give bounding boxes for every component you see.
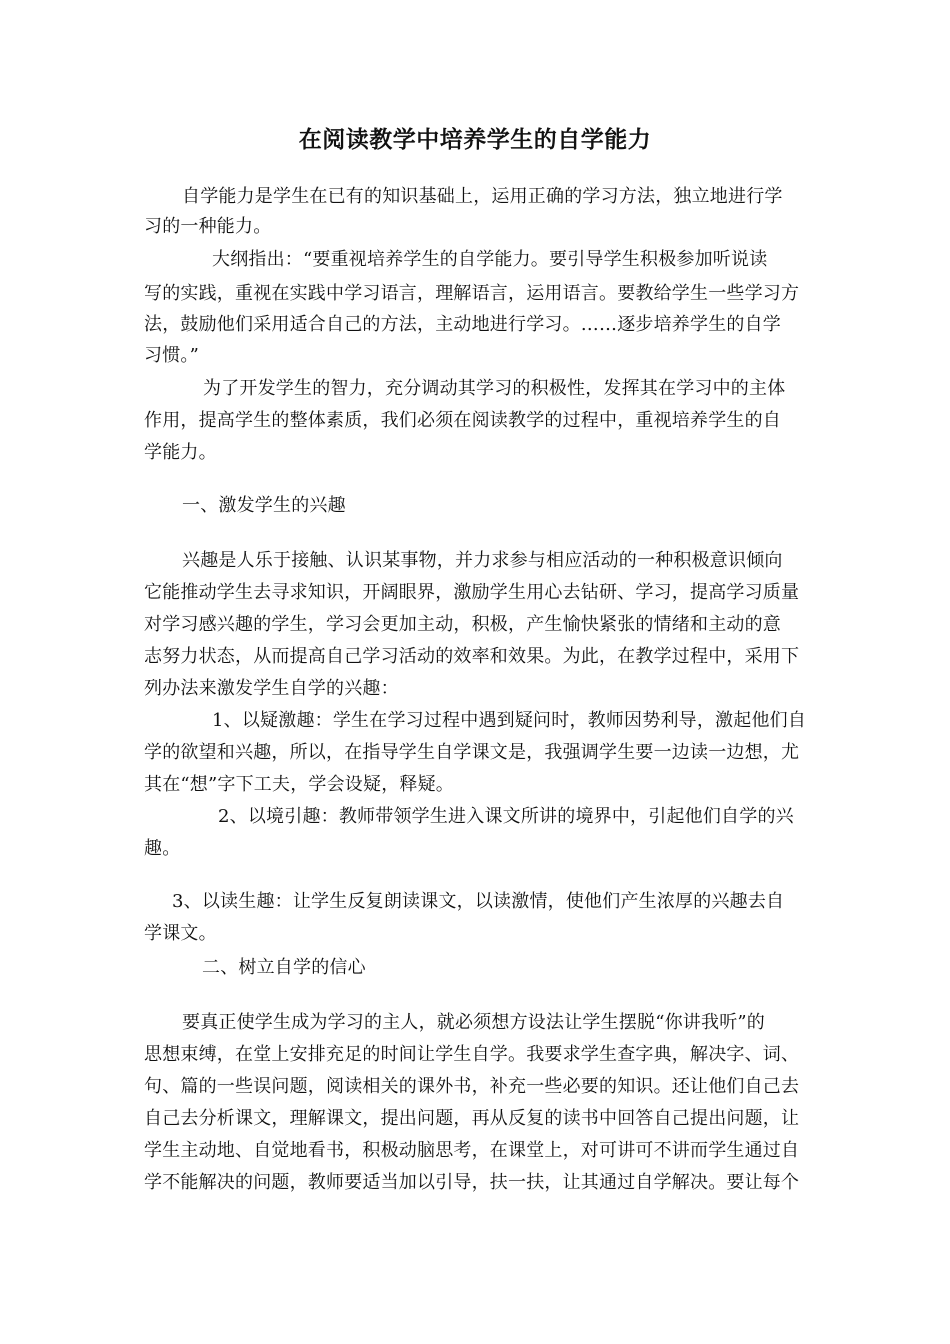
paragraph-purpose-line: 为了开发学生的智力，充分调动其学习的积极性，发挥其在学习中的主体 bbox=[203, 378, 786, 399]
paragraph-purpose-line: 学能力。 bbox=[144, 442, 217, 463]
paragraph-confidence-line: 要真正使学生成为学习的主人，就必须想方设法让学生摆脱“你讲我听”的 bbox=[182, 1012, 766, 1033]
section-heading-confidence: 二、树立自学的信心 bbox=[202, 957, 366, 978]
section-heading-interest: 一、激发学生的兴趣 bbox=[182, 495, 346, 516]
list-item-reading-line: 学课文。 bbox=[144, 923, 217, 944]
paragraph-purpose-line: 作用，提高学生的整体素质，我们必须在阅读教学的过程中，重视培养学生的自 bbox=[144, 410, 781, 431]
paragraph-syllabus-line: 写的实践，重视在实践中学习语言，理解语言，运用语言。要教给学生一些学习方 bbox=[144, 283, 800, 304]
paragraph-interest-line: 它能推动学生去寻求知识，开阔眼界，激励学生用心去钻研、学习，提高学习质量 bbox=[144, 582, 800, 603]
paragraph-syllabus-line: 法，鼓励他们采用适合自己的方法，主动地进行学习。……逐步培养学生的自学 bbox=[144, 314, 781, 335]
paragraph-interest-line: 志努力状态，从而提高自己学习活动的效率和效果。为此，在教学过程中，采用下 bbox=[144, 646, 800, 667]
paragraph-syllabus-line: 大纲指出：“要重视培养学生的自学能力。要引导学生积极参加听说读 bbox=[212, 249, 768, 270]
paragraph-intro-line: 习的一种能力。 bbox=[144, 216, 272, 237]
list-item-doubt-line: 1、以疑激趣：学生在学习过程中遇到疑问时，教师因势利导，激起他们自 bbox=[212, 710, 807, 731]
paragraph-confidence-line: 自己去分析课文，理解课文，提出问题，再从反复的读书中回答自己提出问题，让 bbox=[144, 1108, 800, 1129]
paragraph-intro-line: 自学能力是学生在已有的知识基础上，运用正确的学习方法，独立地进行学 bbox=[182, 186, 783, 207]
paragraph-confidence-line: 学生主动地、自觉地看书，积极动脑思考，在课堂上，对可讲可不讲而学生通过自 bbox=[144, 1140, 800, 1161]
paragraph-confidence-line: 学不能解决的问题，教师要适当加以引导，扶一扶，让其通过自学解决。要让每个 bbox=[144, 1172, 800, 1193]
document-title: 在阅读教学中培养学生的自学能力 bbox=[298, 127, 652, 153]
paragraph-confidence-line: 思想束缚，在堂上安排充足的时间让学生自学。我要求学生查字典，解决字、词、 bbox=[144, 1044, 800, 1065]
paragraph-interest-line: 兴趣是人乐于接触、认识某事物，并力求参与相应活动的一种积极意识倾向 bbox=[182, 550, 783, 571]
list-item-doubt-line: 学的欲望和兴趣，所以，在指导学生自学课文是，我强调学生要一边读一边想，尤 bbox=[144, 742, 800, 763]
list-item-reading-line: 3、以读生趣：让学生反复朗读课文，以读激情，使他们产生浓厚的兴趣去自 bbox=[172, 891, 785, 912]
paragraph-interest-line: 对学习感兴趣的学生，学习会更加主动，积极，产生愉快紧张的情绪和主动的意 bbox=[144, 614, 781, 635]
paragraph-confidence-line: 句、篇的一些误问题，阅读相关的课外书，补充一些必要的知识。还让他们自己去 bbox=[144, 1076, 800, 1097]
paragraph-syllabus-line: 习惯。” bbox=[144, 345, 200, 366]
list-item-scene-line: 趣。 bbox=[144, 838, 181, 859]
list-item-doubt-line: 其在“想”字下工夫，学会设疑，释疑。 bbox=[144, 774, 455, 795]
paragraph-interest-line: 列办法来激发学生自学的兴趣： bbox=[144, 678, 399, 699]
list-item-scene-line: 2、以境引趣：教师带领学生进入课文所讲的境界中，引起他们自学的兴 bbox=[218, 806, 794, 827]
